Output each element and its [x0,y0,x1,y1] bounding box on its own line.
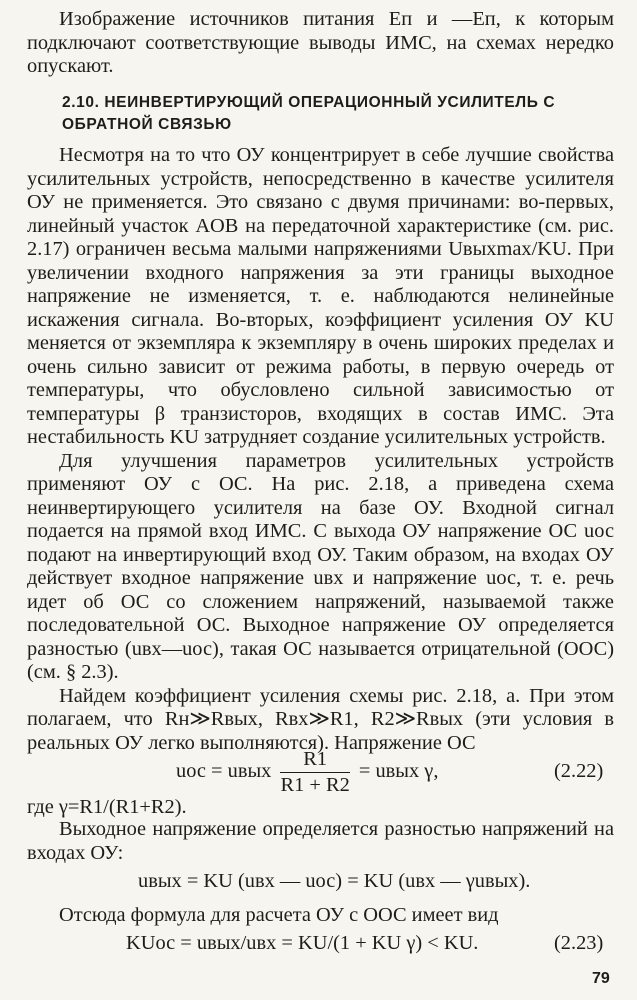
output-voltage-text [27,818,614,865]
equation-number-2-22: (2.22) [554,760,604,782]
equation-lhs: uос = uвых [176,760,272,783]
paragraph-gain-derivation: Найдем коэффициент усиления схемы рис. 2.18, а. При этом полагаем, что Rн≫Rвых, Rвх≫R1, R2≫Rвых (эти условия в реальных ОУ легко выполняются). Напряжение ОС [27,684,614,754]
paragraph-output-voltage: Выходное напряжение определяется разностью напряжений на входах ОУ: [27,818,614,864]
paragraph-formula-intro: Отсюда формула для расчета ОУ с ООС имеет вид [59,904,499,926]
formula-intro-text [27,904,614,928]
paragraph-feedback-circuit: Для улучшения параметров усилительных устройств применяют ОУ с ОС. На рис. 2.18, а приведена схема неинвертирующего усилителя на базе ОУ. Входной сигнал подается на прямой вход ИМС. С выхода ОУ напряжение ОС uос подают на инвертирующий вход ОУ. Таким образом, на входах ОУ действует входное напряжение uвх и напряжение uос, т. е. речь идет об ОС со сложением напряжений, называемой также последовательной ОС. Выходное напряжение ОУ определяется разностью (uвх—uос), такая ОС называется отрицательной (ООС) (см. § 2.3). [27,449,614,683]
top-text [27,8,614,79]
main-text [27,144,614,755]
paragraph-power-supply: Изображение источников питания Eп и —Eп, к которым подключают соответствующие выводы ИМС, на схемах нередко опускают. [27,8,614,77]
equation-number-2-23: (2.23) [554,932,604,954]
paragraph-op-amp-reasons: Несмотря на то что ОУ концентрирует в себе лучшие свойства усилительных устройств, непосредственно в качестве усилителя ОУ не применяется. Это связано с двумя причинами: во-первых, линейный участок AOB на передаточной характеристике (см. рис. 2.17) ограничен весьма малыми напряжениями Uвыхmax/KU. При увеличении входного напряжения за эти границы выходное напряжение не изменяется, т. е. наблюдаются нелинейные искажения сигнала. Во-вторых, коэффициент усиления ОУ KU меняется от экземпляра к экземпляру в очень широких пределах и очень сильно зависит от режима работы, в первую очередь от температуры, что обусловлено сильной зависимостью от температуры β транзисторов, входящих в состав ИМС. Эта нестабильность KU затрудняет создание усилительных устройств. [27,144,614,448]
page-number: 79 [592,970,610,987]
equation-output-voltage: uвых = KU (uвх — uос) = KU (uвх — γuвых). [138,870,531,892]
section-heading: 2.10. НЕИНВЕРТИРУЮЩИЙ ОПЕРАЦИОННЫЙ УСИЛИТЕЛЬ С ОБРАТНОЙ СВЯЗЬЮ [62,94,556,133]
gamma-definition: где γ=R1/(R1+R2). [27,796,187,818]
equation-2-23: KUос = uвых/uвх = KU/(1 + KU γ) < KU. [126,932,479,954]
equation-rhs: = uвых γ, [358,760,439,783]
fraction-denominator: R1 + R2 [280,774,350,796]
fraction [280,748,349,797]
equation-2-22 [176,748,438,797]
fraction-numerator: R1 [280,748,349,773]
